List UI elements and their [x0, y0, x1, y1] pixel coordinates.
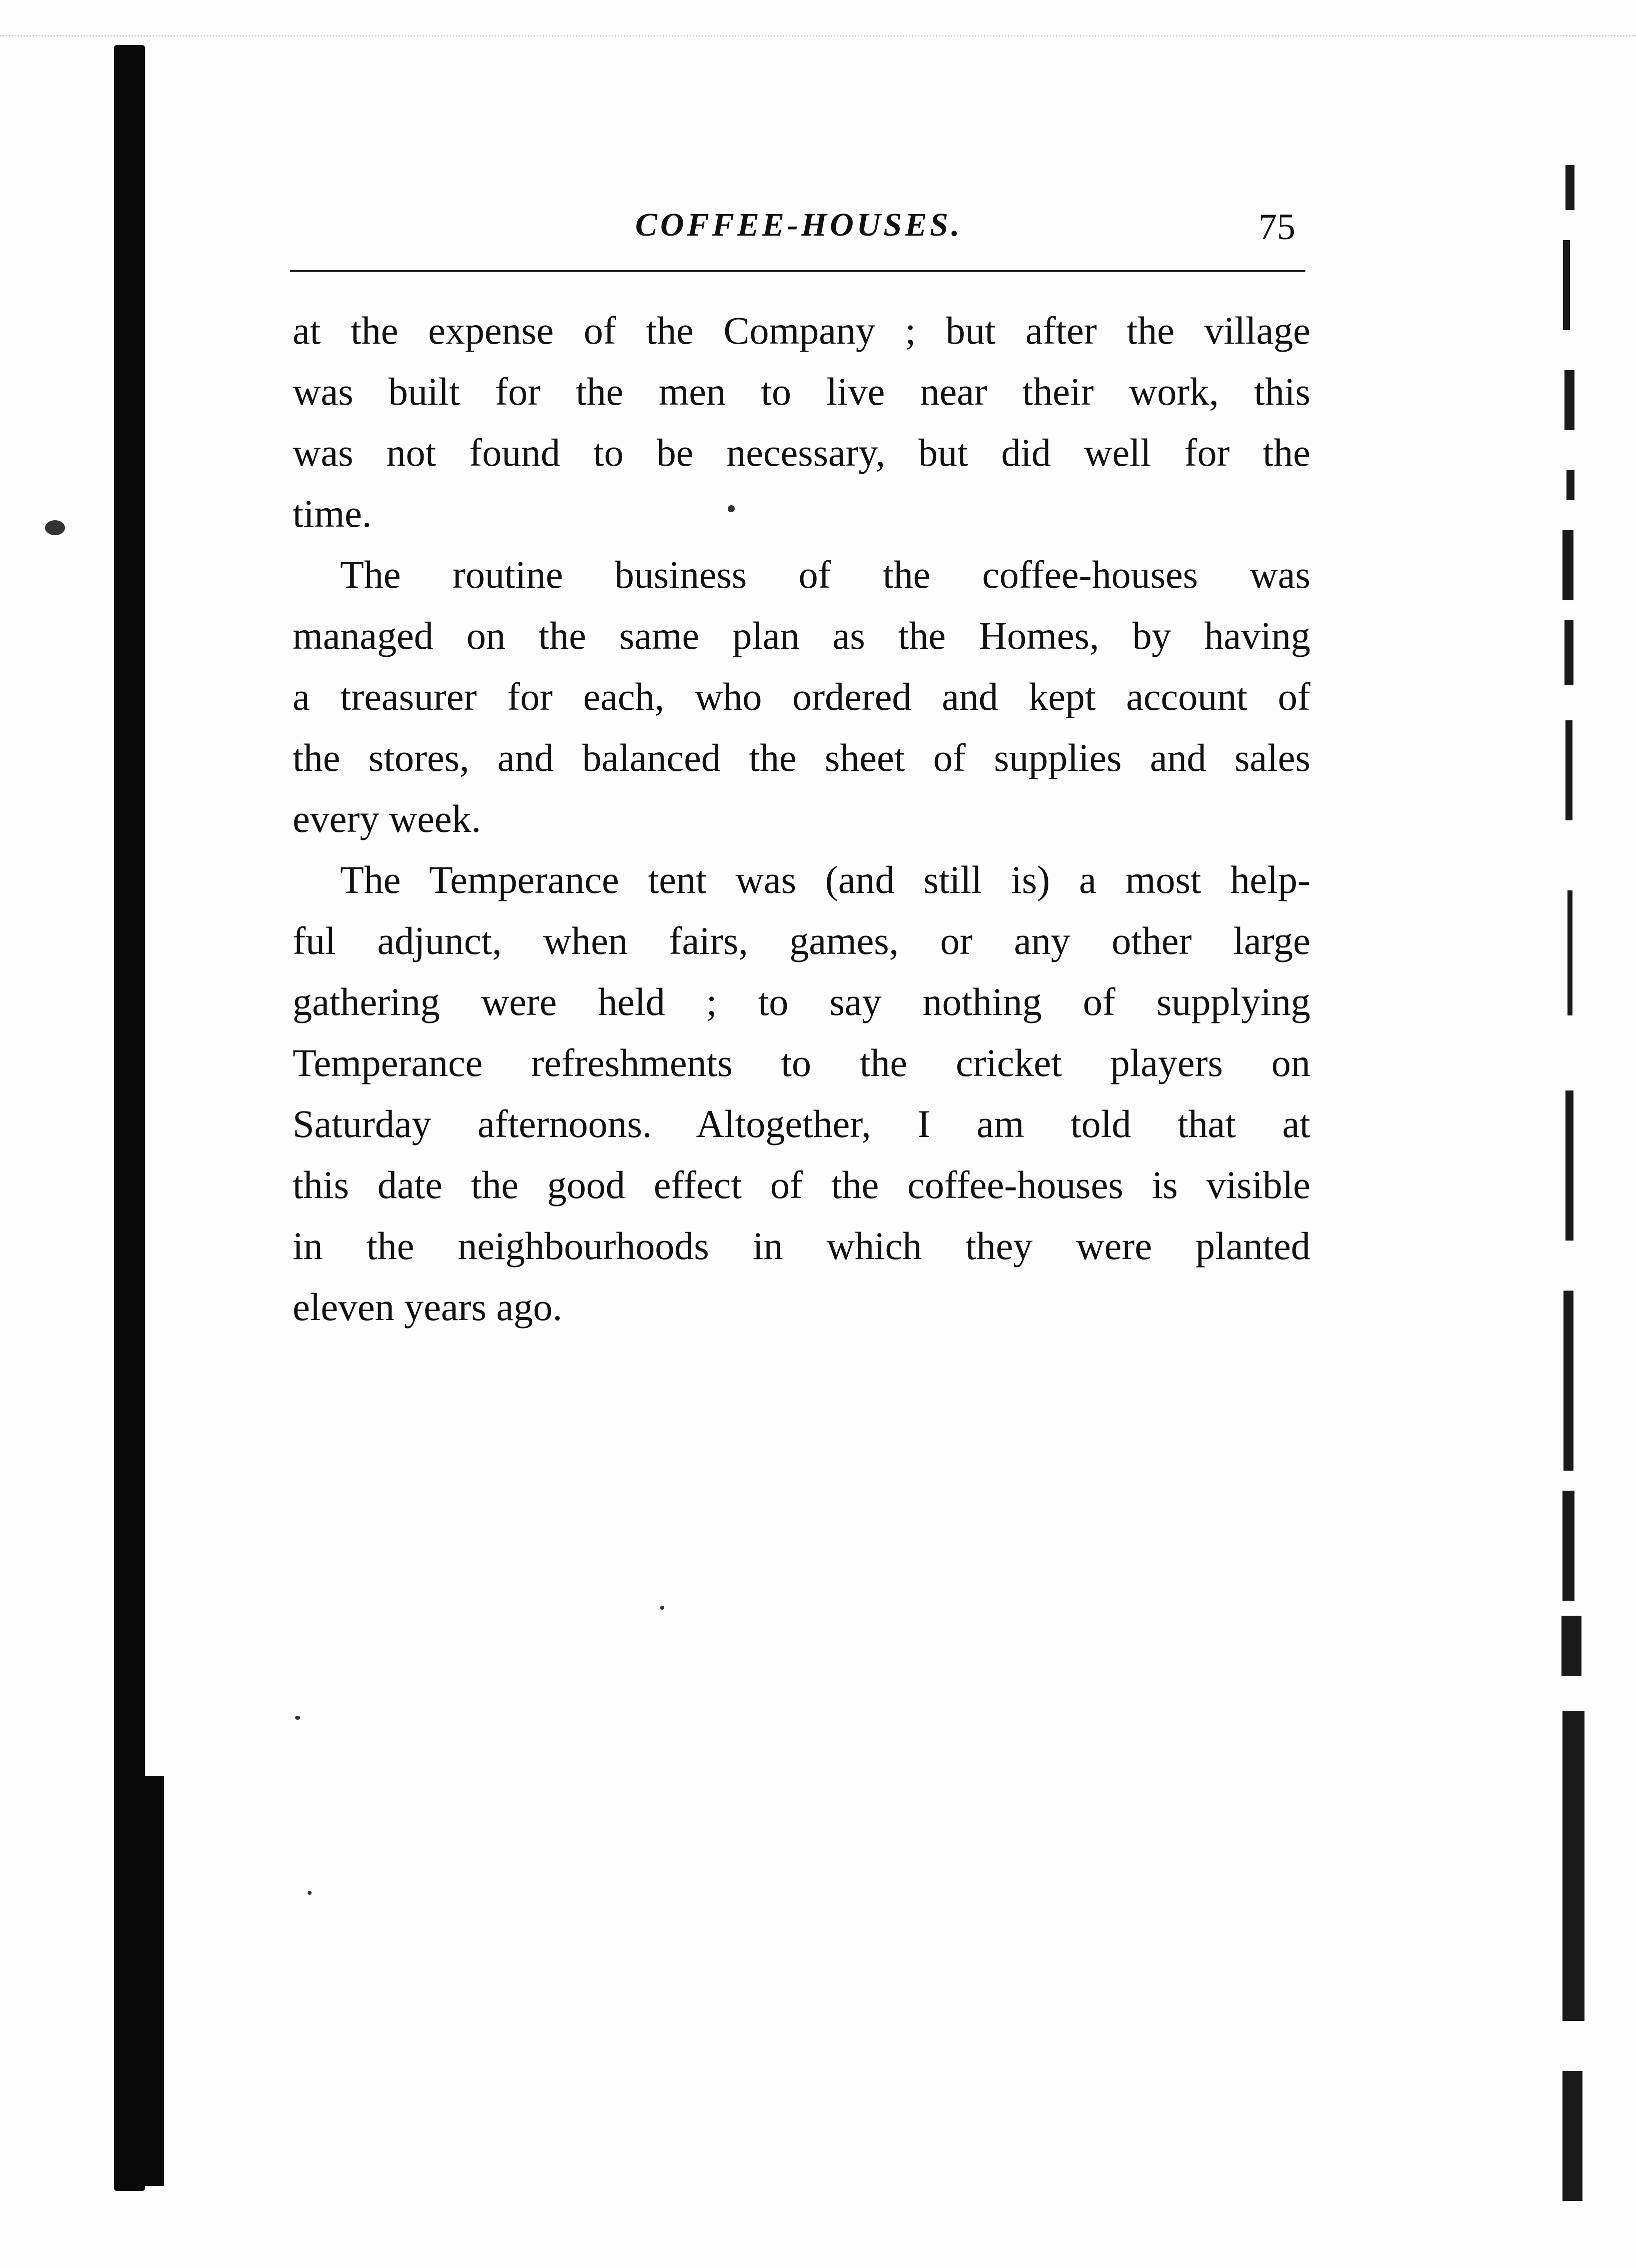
header-rule — [290, 270, 1305, 272]
text-line: the stores, and balanced the sheet of supplies and sales — [293, 736, 1310, 779]
text-line: a treasurer for each, who ordered and kept account of — [293, 675, 1310, 718]
text-line: managed on the same plan as the Homes, by having — [293, 614, 1310, 657]
text-line: The routine business of the coffee-houses was — [340, 553, 1310, 596]
edge-mark — [1562, 2071, 1582, 2201]
edge-mark — [1563, 240, 1570, 330]
edge-mark — [1567, 890, 1572, 1015]
edge-mark — [1561, 1616, 1581, 1676]
text-line: time. — [293, 492, 372, 535]
running-head — [290, 206, 1305, 266]
text-line: every week. — [293, 797, 481, 840]
running-title: COFFEE-HOUSES. — [635, 207, 963, 243]
scan-speck — [308, 1891, 312, 1895]
page-edge-artifacts — [1560, 90, 1595, 2091]
paragraph — [293, 300, 1310, 544]
edge-mark — [1562, 1711, 1584, 2021]
binding-shadow-lower — [135, 1776, 164, 2186]
text-line: was not found to be necessary, but did well for the — [293, 431, 1310, 474]
text-line: at the expense of the Company ; but after the village — [293, 309, 1310, 352]
scan-speck — [45, 520, 65, 535]
edge-mark — [1564, 620, 1573, 685]
text-line: The Temperance tent was (and still is) a most help- — [340, 858, 1310, 901]
edge-mark — [1565, 720, 1572, 820]
scan-speck — [295, 1716, 300, 1720]
page-number: 75 — [1258, 207, 1295, 248]
text-line: Temperance refreshments to the cricket players on — [293, 1041, 1310, 1084]
paragraph — [293, 849, 1310, 1338]
paragraph — [293, 544, 1310, 849]
text-line: Saturday afternoons. Altogether, I am told that at — [293, 1102, 1310, 1146]
text-line: this date the good effect of the coffee-houses is visible — [293, 1163, 1310, 1207]
edge-mark — [1565, 1090, 1573, 1241]
edge-mark — [1566, 470, 1574, 500]
text-line: ful adjunct, when fairs, games, or any other large — [293, 919, 1310, 962]
text-line: was built for the men to live near their work, this — [293, 370, 1310, 413]
scan-speck — [660, 1606, 664, 1610]
scan-top-edge — [0, 35, 1636, 38]
edge-mark — [1562, 530, 1573, 600]
edge-mark — [1565, 165, 1574, 210]
text-line: in the neighbourhoods in which they were planted — [293, 1224, 1310, 1268]
edge-mark — [1563, 1291, 1573, 1471]
text-line: eleven years ago. — [293, 1285, 563, 1329]
text-line: gathering were held ; to say nothing of supplying — [293, 980, 1310, 1023]
body-text — [293, 300, 1310, 1338]
edge-mark — [1564, 370, 1574, 430]
edge-mark — [1562, 1491, 1574, 1601]
